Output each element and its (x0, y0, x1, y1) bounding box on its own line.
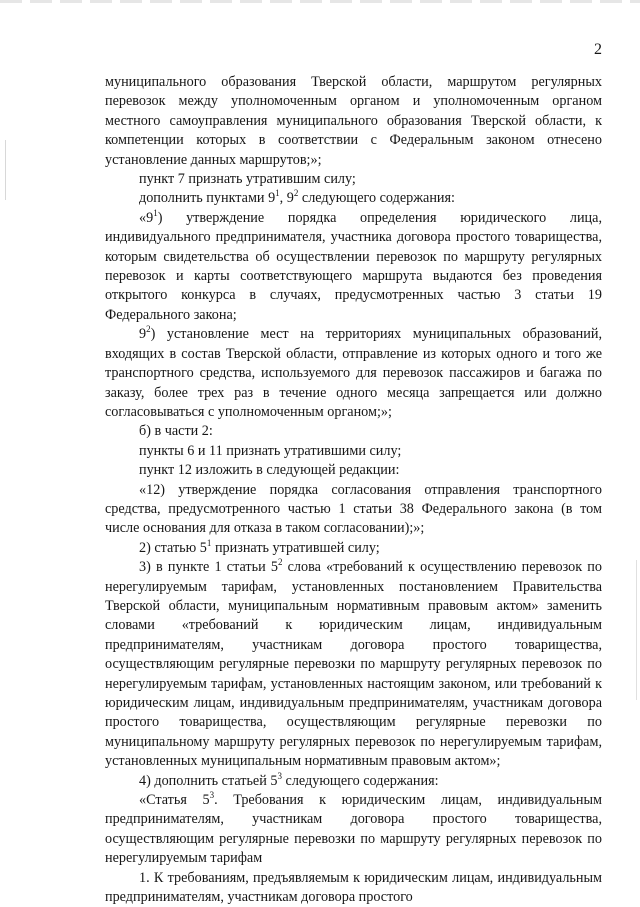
superscript-index: 3 (209, 790, 215, 801)
paragraph-p13 (105, 791, 602, 869)
paragraph-p1 (105, 73, 602, 170)
paragraph-p2 (105, 170, 602, 189)
paragraph-p12 (105, 772, 602, 791)
paragraph-text: пункт 12 изложить в следующей редакции: (139, 462, 400, 479)
paragraph-text: «Статья 5 (139, 792, 210, 809)
paragraph-text: следующего содержания: (298, 190, 455, 207)
paragraph-text: 4) дополнить статьей 5 (139, 772, 278, 789)
paragraph-text: следующего содержания: (281, 772, 439, 789)
superscript-index: 1 (206, 537, 212, 548)
scan-mark-right (636, 560, 637, 700)
paragraph-text: дополнить пунктами 9 (139, 190, 276, 207)
paragraph-text: «9 (139, 209, 154, 226)
paragraph-text: «12) утверждение порядка согласования отправления транспортного средства, предусмотренного частью 1 статьи 38 Федерального закона (в том числе основания для отказа в таком согласовании);»; (105, 481, 602, 537)
scan-mark-left (5, 140, 6, 200)
paragraph-text: слова «требований к осуществлению перевозок по нерегулируемым тарифам, установленных постановлением Правительства Тверской области, муниципальным нормативным правовым актом» заменить словами «требований к юридическим лицам, индивидуальным предпринимателям, участникам договора простого товарищества, осуществляющим регулярные перевозки по маршруту регулярных перевозок по нерегулируемым тарифам, установленных настоящим законом, или требований к юридическим лицам, индивидуальным предпринимателям, участникам договора простого товарищества, осуществляющим регулярные перевозки по муниципальному маршруту регулярных перевозок по нерегулируемым тарифам, установленных муниципальным нормативным правовым актом»; (105, 559, 602, 770)
paragraph-p10 (105, 539, 602, 558)
paragraph-p4 (105, 209, 602, 325)
paragraph-text: б) в части 2: (139, 423, 213, 440)
paragraph-p11 (105, 558, 602, 771)
scan-edge-top (0, 0, 640, 3)
paragraph-text: пункты 6 и 11 признать утратившими силу; (139, 442, 402, 459)
paragraph-text: . Требования к юридическим лицам, индивидуальным предпринимателям, участникам договора простого товарищества, осуществляющим регулярные перевозки по маршруту регулярных перевозок по нерегулируемым тарифам (105, 792, 602, 867)
paragraph-p7 (105, 442, 602, 461)
paragraph-p9 (105, 481, 602, 539)
superscript-index: 1 (153, 207, 158, 218)
paragraph-text: 1. К требованиям, предъявляемым к юридическим лицам, индивидуальным предпринимателям, участникам договора простого (105, 869, 602, 906)
superscript-index: 1 (275, 188, 280, 199)
superscript-index: 3 (277, 770, 282, 781)
paragraph-p6 (105, 422, 602, 441)
paragraph-text: 3) в пункте 1 статьи 5 (139, 559, 278, 576)
page-number: 2 (594, 41, 602, 58)
paragraph-text: ) установление мест на территориях муниципальных образований, входящих в состав Тверской области, отправление из которых одного и того же транспортного средства, используемого для перевозок пассажиров и багажа по заказу, более трех раз в течение одного месяца запрещается или должно согласовываться с уполномоченным органом;»; (105, 326, 602, 420)
paragraph-text: 9 (139, 326, 147, 343)
superscript-index: 2 (277, 557, 283, 568)
document-body (105, 73, 602, 907)
paragraph-p3 (105, 189, 602, 208)
paragraph-text: признать утратившей силу; (211, 539, 380, 556)
paragraph-text: пункт 7 признать утратившим силу; (139, 171, 356, 188)
paragraph-p14 (105, 869, 602, 907)
superscript-index: 2 (146, 324, 151, 335)
paragraph-p8 (105, 461, 602, 480)
paragraph-p5 (105, 325, 602, 422)
paragraph-text: ) утверждение порядка определения юридического лица, индивидуального предпринимателя, участника договора простого товарищества, которым свидетельства об осуществлении перевозок по маршруту регулярных перевозок и карты соответствующего маршрута выдаются без проведения открытого конкурса в случаях, предусмотренных частью 3 статьи 19 Федерального закона; (105, 209, 602, 323)
superscript-index: 2 (293, 188, 299, 199)
paragraph-text: муниципального образования Тверской области, маршрутом регулярных перевозок между уполномоченным органом и уполномоченным органом местного самоуправления муниципального образования Тверской области, к компетенции которых в соответствии с Федеральным законом отнесено установление данных маршрутов;»; (105, 74, 602, 168)
paragraph-text: , 9 (279, 190, 294, 207)
paragraph-text: 2) статью 5 (139, 539, 207, 556)
